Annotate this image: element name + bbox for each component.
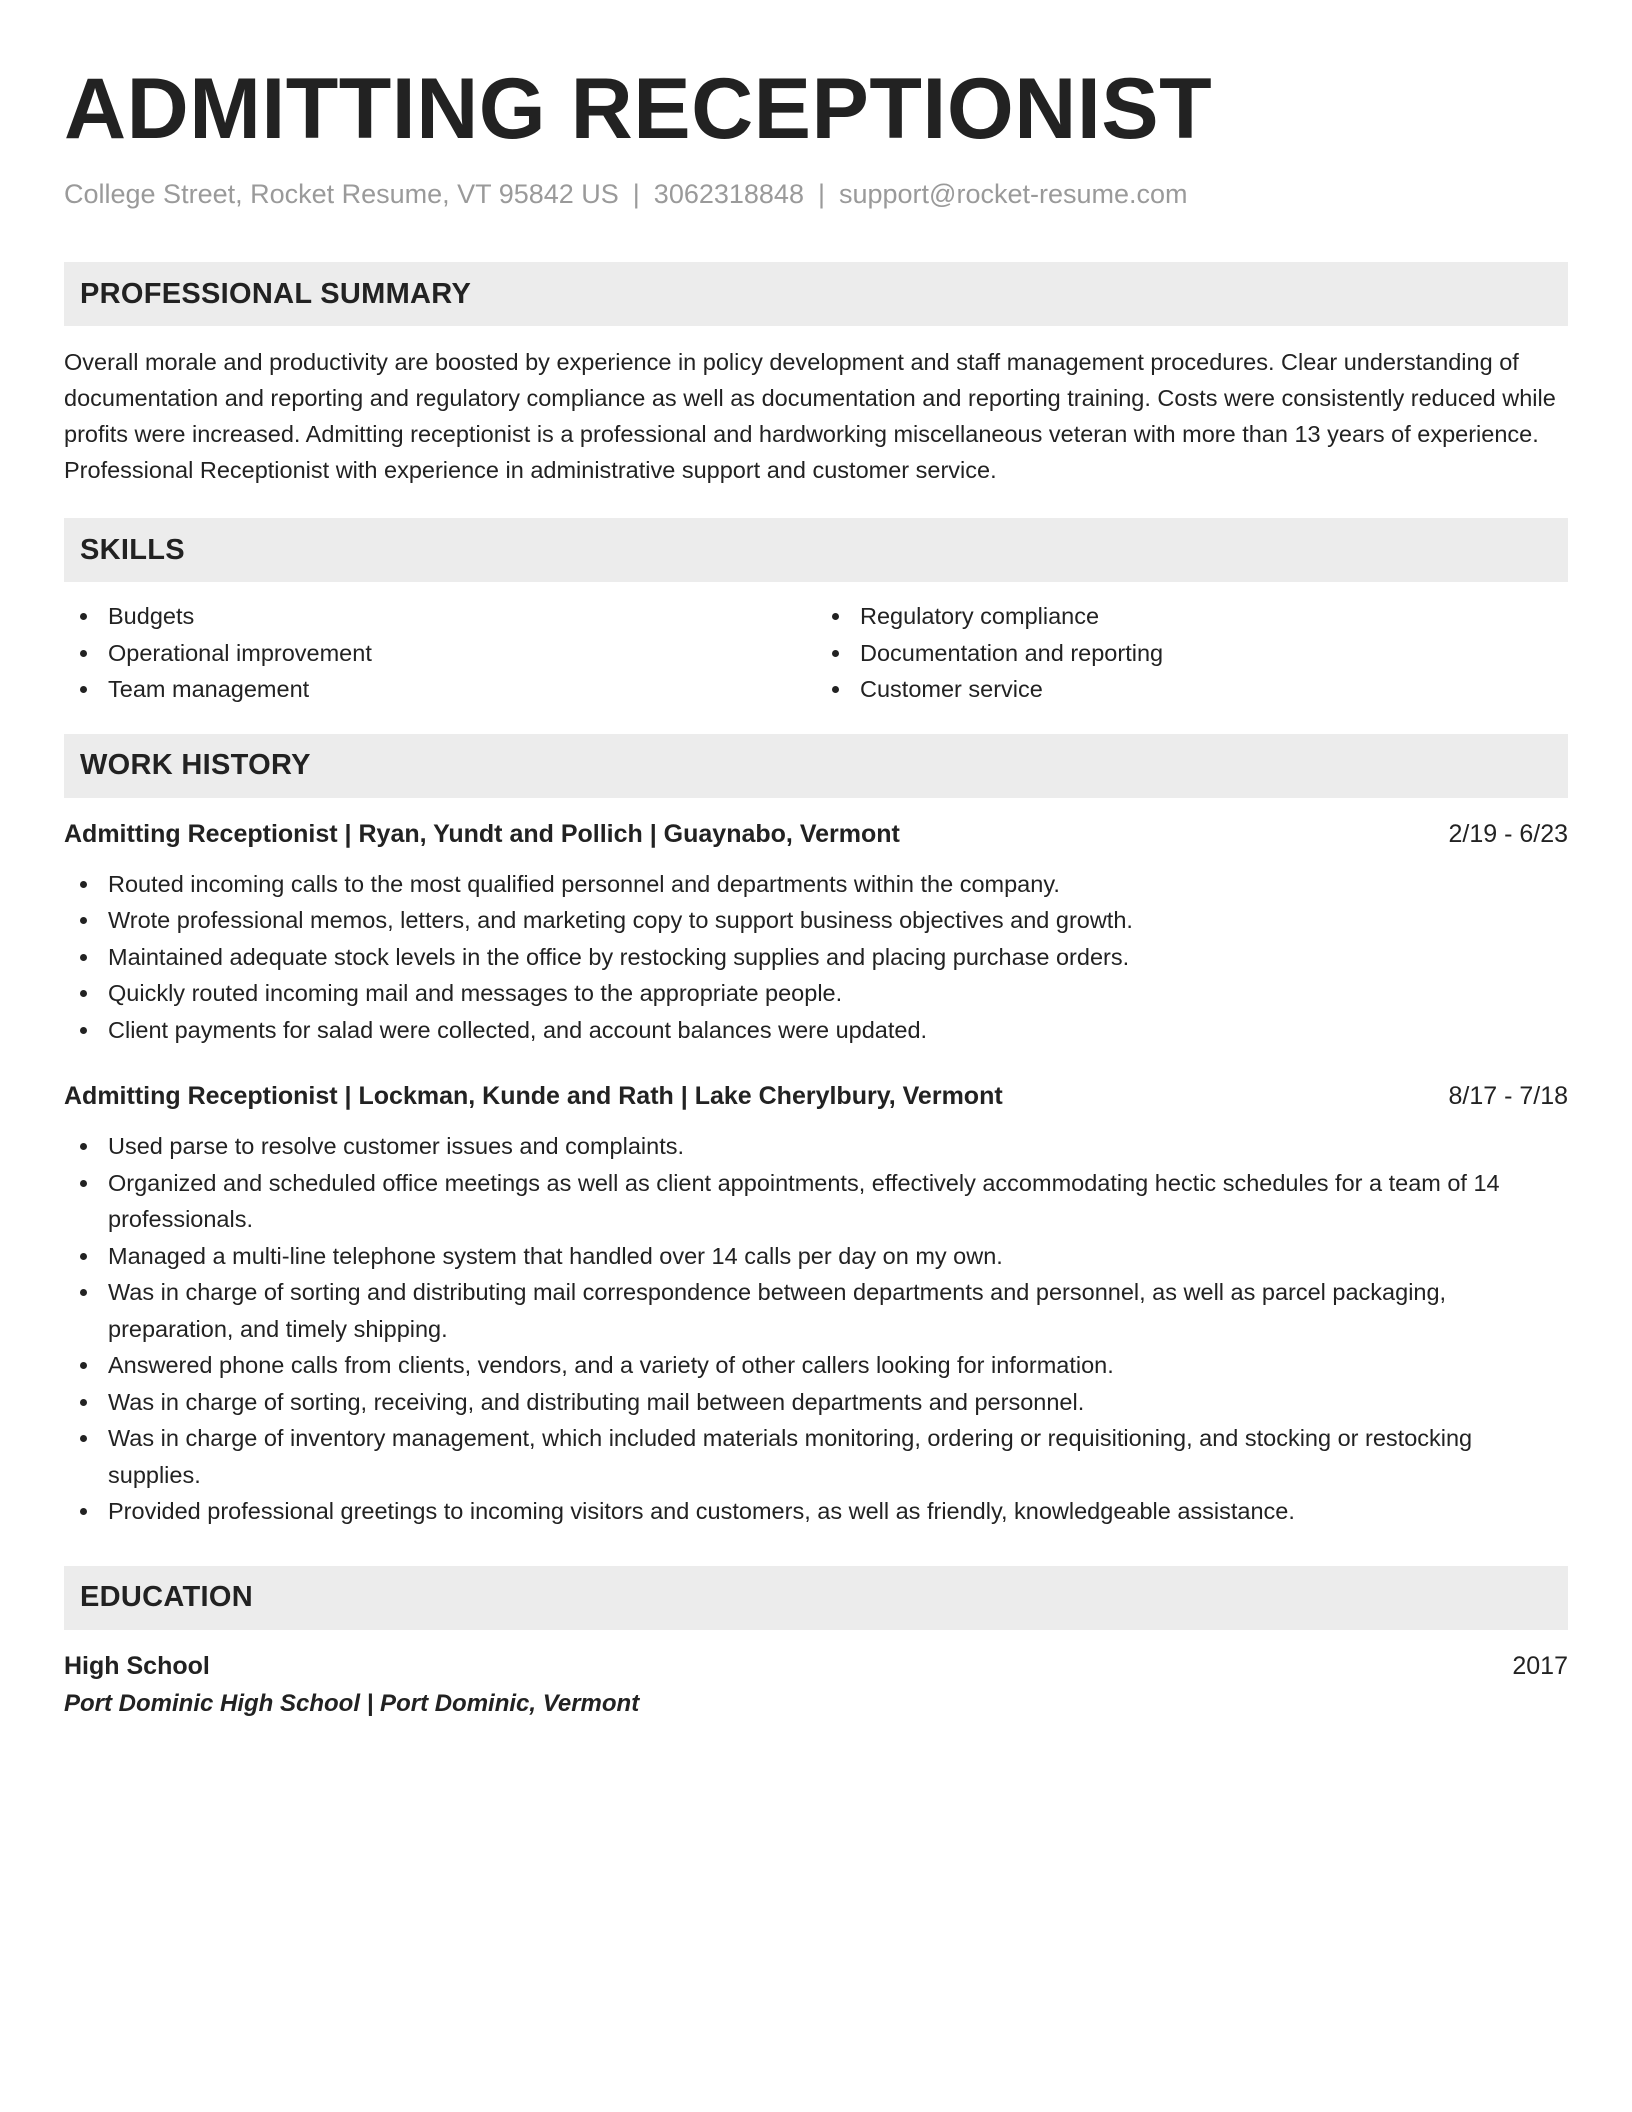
job-duty: Answered phone calls from clients, vendors, and a variety of other callers looking for information. xyxy=(64,1347,1568,1384)
skill-item: Team management xyxy=(64,671,816,708)
job-duty: Was in charge of sorting and distributing mail correspondence between departments and personnel, as well as parcel packaging, preparation, and timely shipping. xyxy=(64,1274,1568,1347)
job-heading xyxy=(64,816,1568,852)
contact-address: College Street, Rocket Resume, VT 95842 US xyxy=(64,179,619,209)
job-duty: Was in charge of sorting, receiving, and distributing mail between departments and personnel. xyxy=(64,1384,1568,1421)
education-degree: High School xyxy=(64,1651,210,1680)
job-duty: Wrote professional memos, letters, and marketing copy to support business objectives and growth. xyxy=(64,902,1568,939)
contact-separator: | xyxy=(632,179,640,209)
skills-list xyxy=(64,598,1568,708)
job-duty: Provided professional greetings to incoming visitors and customers, as well as friendly, knowledgeable assistance. xyxy=(64,1493,1568,1530)
section-header-skills xyxy=(64,518,1568,582)
education-year: 2017 xyxy=(1512,1651,1568,1680)
skill-item: Documentation and reporting xyxy=(816,635,1568,672)
job-title: Admitting Receptionist | Ryan, Yundt and Pollich | Guaynabo, Vermont xyxy=(64,819,900,848)
section-title: PROFESSIONAL SUMMARY xyxy=(80,277,472,310)
skills-column-right xyxy=(816,598,1568,708)
skill-item: Budgets xyxy=(64,598,816,635)
job-heading xyxy=(64,1078,1568,1114)
skill-item: Customer service xyxy=(816,671,1568,708)
job-duty: Organized and scheduled office meetings as well as client appointments, effectively accommodating hectic schedules for a team of 14 professionals. xyxy=(64,1165,1568,1238)
contact-email: support@rocket-resume.com xyxy=(838,179,1188,209)
contact-line xyxy=(64,178,1568,210)
job-duties xyxy=(64,1128,1568,1530)
job-duty: Maintained adequate stock levels in the office by restocking supplies and placing purchase orders. xyxy=(64,939,1568,976)
section-title: SKILLS xyxy=(80,533,185,566)
education-school: Port Dominic High School | Port Dominic, Vermont xyxy=(64,1689,640,1717)
section-header-education xyxy=(64,1566,1568,1630)
section-title: WORK HISTORY xyxy=(80,749,311,782)
job-duty: Managed a multi-line telephone system that handled over 14 calls per day on my own. xyxy=(64,1238,1568,1275)
education-entry xyxy=(64,1648,1568,1724)
job-duty: Used parse to resolve customer issues and complaints. xyxy=(64,1128,1568,1165)
job-duty: Was in charge of inventory management, which included materials monitoring, ordering or requisitioning, and stocking or restocking supplies. xyxy=(64,1420,1568,1493)
skill-item: Regulatory compliance xyxy=(816,598,1568,635)
job-entry xyxy=(64,816,1568,1049)
job-dates: 8/17 - 7/18 xyxy=(1448,1082,1568,1111)
job-duty: Routed incoming calls to the most qualified personnel and departments within the company. xyxy=(64,866,1568,903)
section-header-summary xyxy=(64,262,1568,326)
candidate-name: ADMITTING RECEPTIONIST xyxy=(64,61,1213,157)
summary-text: Overall morale and productivity are boosted by experience in policy development and staff management procedures. Clear understanding of documentation and reporting and regulatory compliance as well as documentation and reporting training. Costs were consistently reduced while profits were increased. Admitting receptionist is a professional and hardworking miscellaneous veteran with more than 13 years of experience. Professional Receptionist with experience in administrative support and customer service. xyxy=(64,349,1556,484)
job-dates: 2/19 - 6/23 xyxy=(1448,819,1568,848)
skills-column-left xyxy=(64,598,816,708)
skill-item: Operational improvement xyxy=(64,635,816,672)
job-title: Admitting Receptionist | Lockman, Kunde and Rath | Lake Cherylbury, Vermont xyxy=(64,1082,1003,1111)
section-header-work-history xyxy=(64,734,1568,798)
contact-separator: | xyxy=(817,179,825,209)
job-duty: Quickly routed incoming mail and messages to the appropriate people. xyxy=(64,975,1568,1012)
education-heading xyxy=(64,1648,1568,1684)
section-title: EDUCATION xyxy=(80,1581,253,1614)
job-duties xyxy=(64,866,1568,1049)
contact-phone: 3062318848 xyxy=(653,179,804,209)
job-duty: Client payments for salad were collected, and account balances were updated. xyxy=(64,1012,1568,1049)
job-entry xyxy=(64,1078,1568,1530)
